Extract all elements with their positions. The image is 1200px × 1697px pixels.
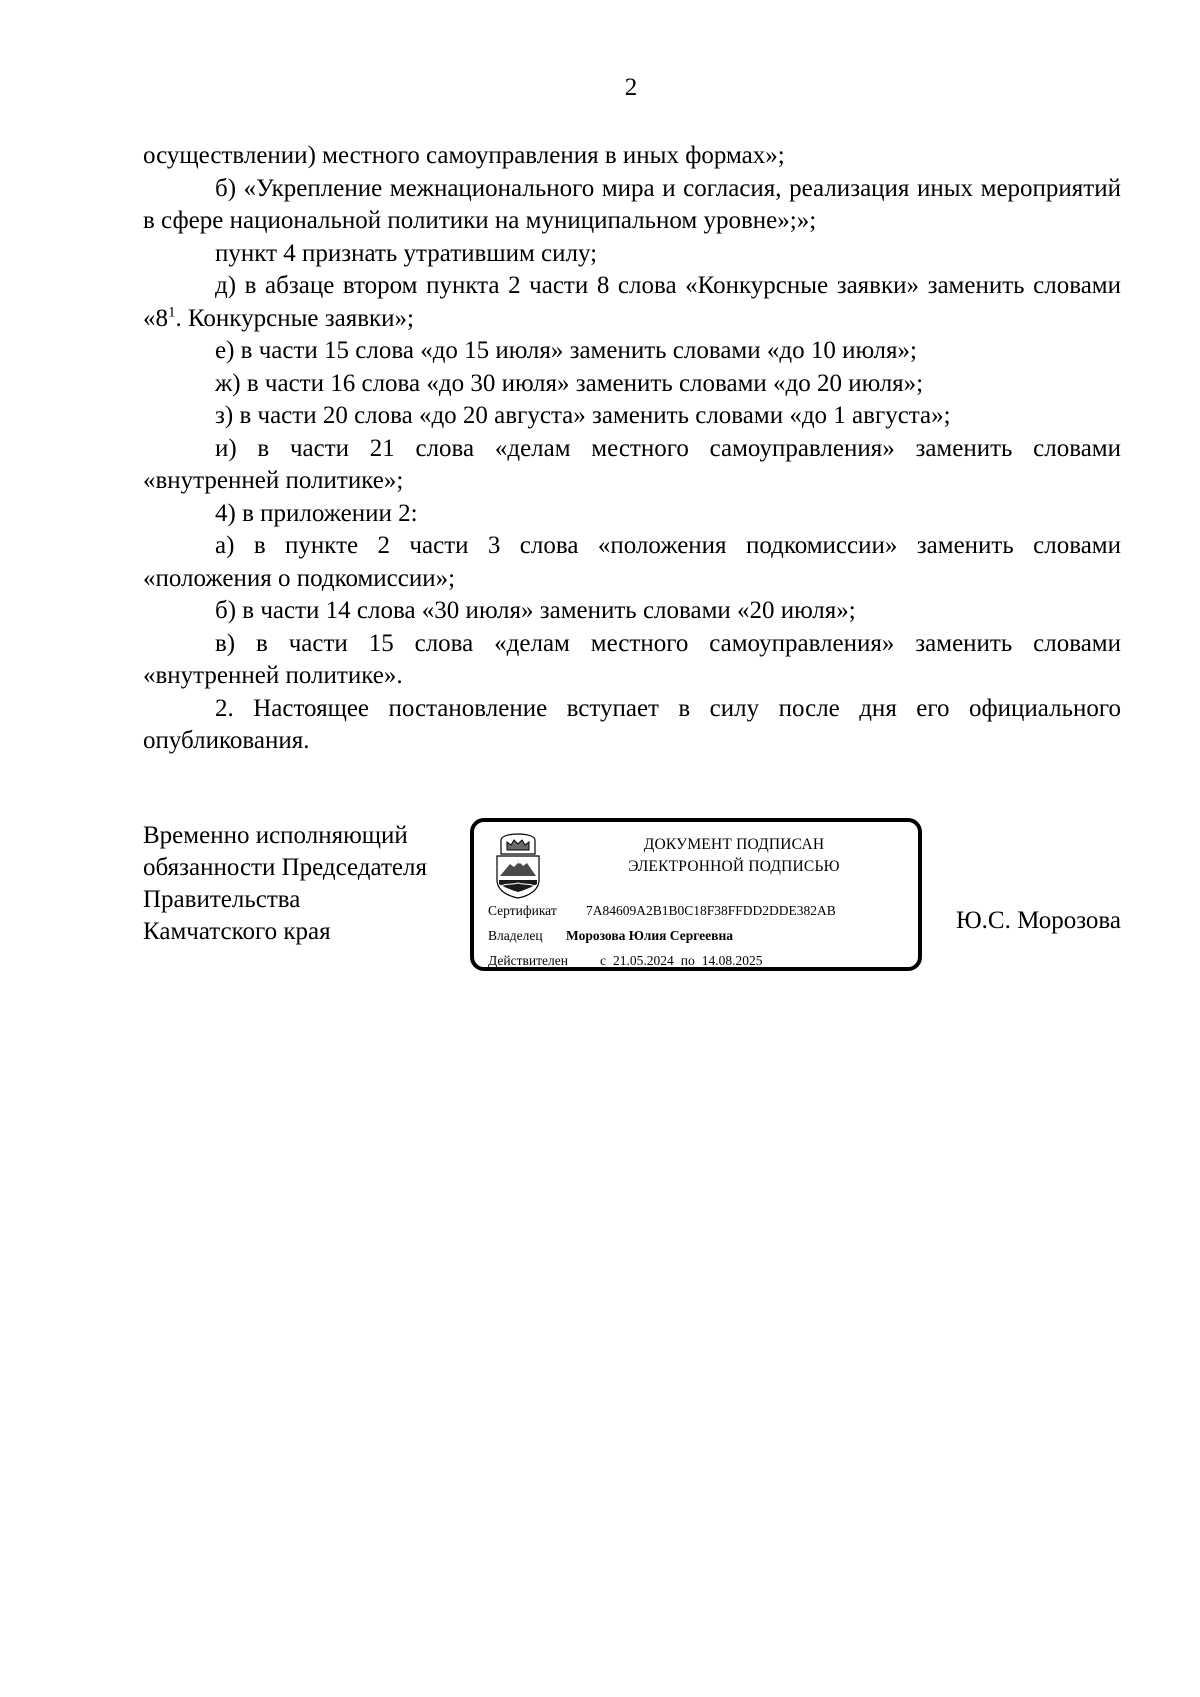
certificate-label: Сертификат bbox=[488, 903, 557, 918]
page-number: 2 bbox=[624, 74, 638, 101]
valid-from-date: 21.05.2024 bbox=[613, 953, 674, 968]
stamp-heading-line: ЭЛЕКТРОННОЙ ПОДПИСЬЮ bbox=[628, 858, 840, 875]
paragraph: 4) в приложении 2: bbox=[215, 499, 418, 527]
paragraph: пункт 4 признать утратившим силу; bbox=[215, 239, 598, 267]
paragraph: ж) в части 16 слова «до 30 июля» заменить словами «до 20 июля»; bbox=[215, 369, 924, 397]
paragraph bbox=[143, 270, 1121, 335]
paragraph-text: д) в абзаце втором пункта 2 части 8 слова «Конкурсные заявки» заменить словами «8 bbox=[143, 272, 1121, 332]
superscript: 1 bbox=[168, 304, 176, 321]
stamp-owner-row bbox=[488, 927, 733, 945]
stamp-validity-row bbox=[488, 952, 762, 970]
signer-title-line: Временно исполняющий bbox=[143, 822, 408, 849]
valid-to-word: по bbox=[680, 953, 695, 968]
validity-label: Действителен bbox=[488, 953, 568, 968]
signer-title-line: обязанности Председателя bbox=[143, 854, 427, 881]
document-body bbox=[143, 140, 1121, 758]
kamchatka-coat-of-arms-icon bbox=[492, 832, 544, 900]
paragraph-text: . Конкурсные заявки»; bbox=[175, 304, 414, 332]
owner-label: Владелец bbox=[488, 928, 543, 943]
signer-title-line: Камчатского края bbox=[143, 918, 331, 945]
paragraph: з) в части 20 слова «до 20 августа» заменить словами «до 1 августа»; bbox=[215, 402, 951, 429]
electronic-signature-stamp bbox=[470, 818, 922, 971]
paragraph: е) в части 15 слова «до 15 июля» заменить словами «до 10 июля»; bbox=[215, 337, 917, 364]
stamp-heading bbox=[554, 834, 914, 878]
paragraph: б) в части 14 слова «30 июля» заменить словами «20 июля»; bbox=[215, 597, 856, 624]
owner-value: Морозова Юлия Сергеевна bbox=[566, 928, 733, 943]
signer-title-line: Правительства bbox=[143, 886, 301, 913]
paragraph: а) в пункте 2 части 3 слова «положения подкомиссии» заменить словами «положения о подкомиссии»; bbox=[143, 532, 1121, 592]
paragraph: 2. Настоящее постановление вступает в силу после дня его официального опубликования. bbox=[143, 694, 1121, 754]
valid-from-word: с bbox=[600, 953, 606, 968]
valid-to-date: 14.08.2025 bbox=[701, 953, 763, 968]
stamp-certificate-row bbox=[488, 902, 836, 920]
paragraph: осуществлении) местного самоуправления в иных формах»; bbox=[143, 142, 785, 169]
stamp-heading-line: ДОКУМЕНТ ПОДПИСАН bbox=[643, 836, 825, 853]
signer-title bbox=[143, 820, 427, 948]
paragraph: в) в части 15 слова «делам местного самоуправления» заменить словами «внутренней политике». bbox=[143, 629, 1121, 689]
paragraph: и) в части 21 слова «делам местного самоуправления» заменить словами «внутренней политике»; bbox=[143, 434, 1121, 494]
signer-name: Ю.С. Морозова bbox=[955, 907, 1121, 934]
certificate-value: 7A84609A2B1B0C18F38FFDD2DDE382AB bbox=[586, 903, 836, 918]
paragraph: б) «Укрепление межнационального мира и согласия, реализация иных мероприятий в сфере национальной политики на муниципальном уровне»;»; bbox=[143, 174, 1121, 234]
